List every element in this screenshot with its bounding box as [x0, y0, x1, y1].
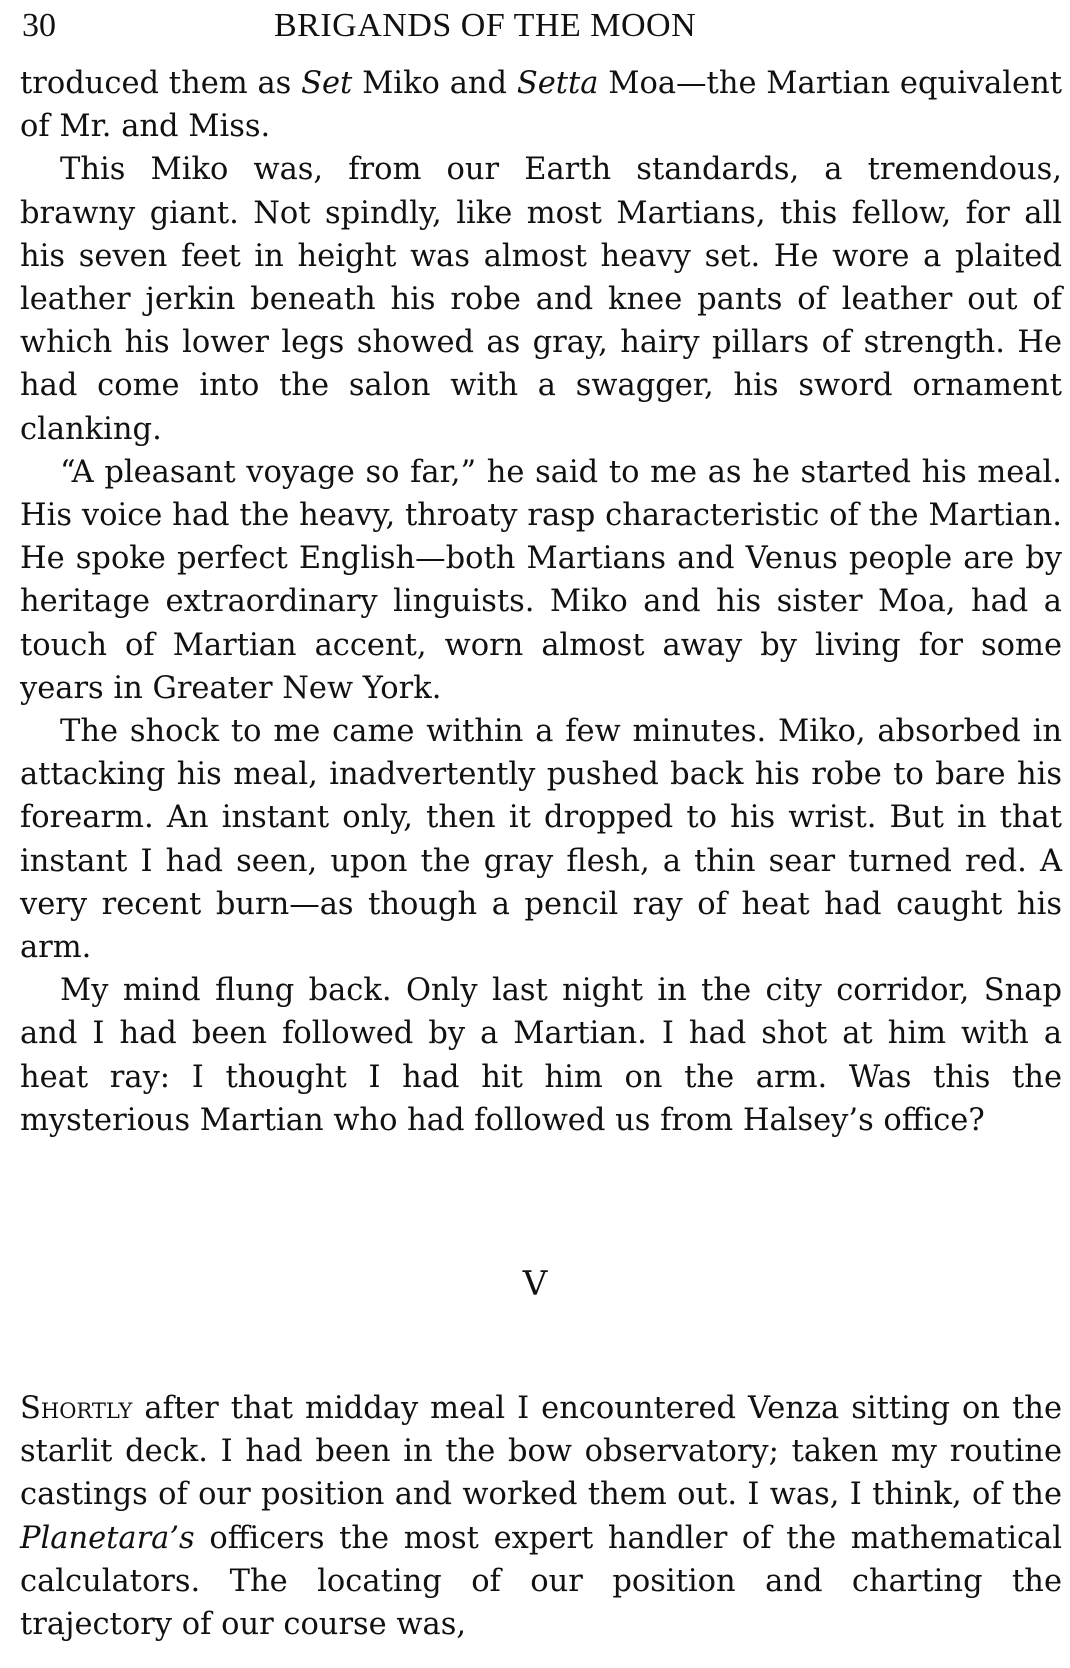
running-head — [22, 4, 1062, 48]
opening-small-caps: Shortly — [20, 1391, 133, 1426]
paragraph-2 — [20, 148, 1062, 450]
paragraph-5 — [20, 969, 1062, 1142]
running-title: BRIGANDS OF THE MOON — [274, 7, 697, 44]
body-text-chapter — [20, 1387, 1062, 1646]
text-segment: troduced them as — [20, 66, 302, 101]
text-segment: The shock to me came within a few minutes. Miko, absorbed in attacking his meal, inadvertently pushed back his robe to bare his forearm. An instant only, then it dropped to his wrist. But in that instant I had seen, upon the gray flesh, a thin sear turned red. A very recent burn—as though a pencil ray of heat had caught his arm. — [20, 714, 1062, 966]
chapter-heading: V — [522, 1264, 548, 1304]
text-segment: officers the most expert handler of the mathematical calculators. The locating of our position and charting the trajectory of our course was, — [20, 1520, 1062, 1643]
page-number: 30 — [22, 7, 56, 44]
paragraph-4 — [20, 710, 1062, 969]
text-segment: Moa—the Martian equivalent of Mr. and Miss. — [20, 66, 1063, 145]
chapter-paragraph-1 — [20, 1387, 1062, 1646]
italic-term: Set — [301, 66, 353, 101]
body-text-top — [20, 62, 1062, 1142]
italic-ship-name: Planetara’s — [20, 1520, 195, 1556]
paragraph-1 — [20, 62, 1062, 148]
text-segment: My mind flung back. Only last night in the city corridor, Snap and I had been followed by a Martian. I had shot at him with a heat ray: I thought I had hit him on the arm. Was this the mysterious Martian who had followed us from Halsey’s office? — [20, 973, 1062, 1138]
text-segment: after that midday meal I encountered Venza sitting on the starlit deck. I had been in the bow observatory; taken my routine castings of our position and worked them out. I was, I think, of the — [20, 1391, 1062, 1513]
text-segment: Miko and — [352, 66, 517, 101]
text-segment: “A pleasant voyage so far,” he said to me as he started his meal. His voice had the heavy, throaty rasp characteristic of the Martian. He spoke perfect English—both Martians and Venus people are by heritage extraordinary linguists. Miko and his sister Moa, had a touch of Martian accent, worn almost away by living for some years in Greater New York. — [20, 454, 1062, 706]
paragraph-3 — [20, 451, 1062, 710]
italic-term: Setta — [516, 66, 599, 101]
text-segment: This Miko was, from our Earth standards, a tremendous, brawny giant. Not spindly, like most Martians, this fellow, for all his seven feet in height was almost heavy set. He wore a plaited leather jerkin beneath his robe and knee pants of leather out of which his lower legs showed as gray, hairy pillars of strength. He had come into the salon with a swagger, his sword ornament clanking. — [20, 152, 1062, 447]
